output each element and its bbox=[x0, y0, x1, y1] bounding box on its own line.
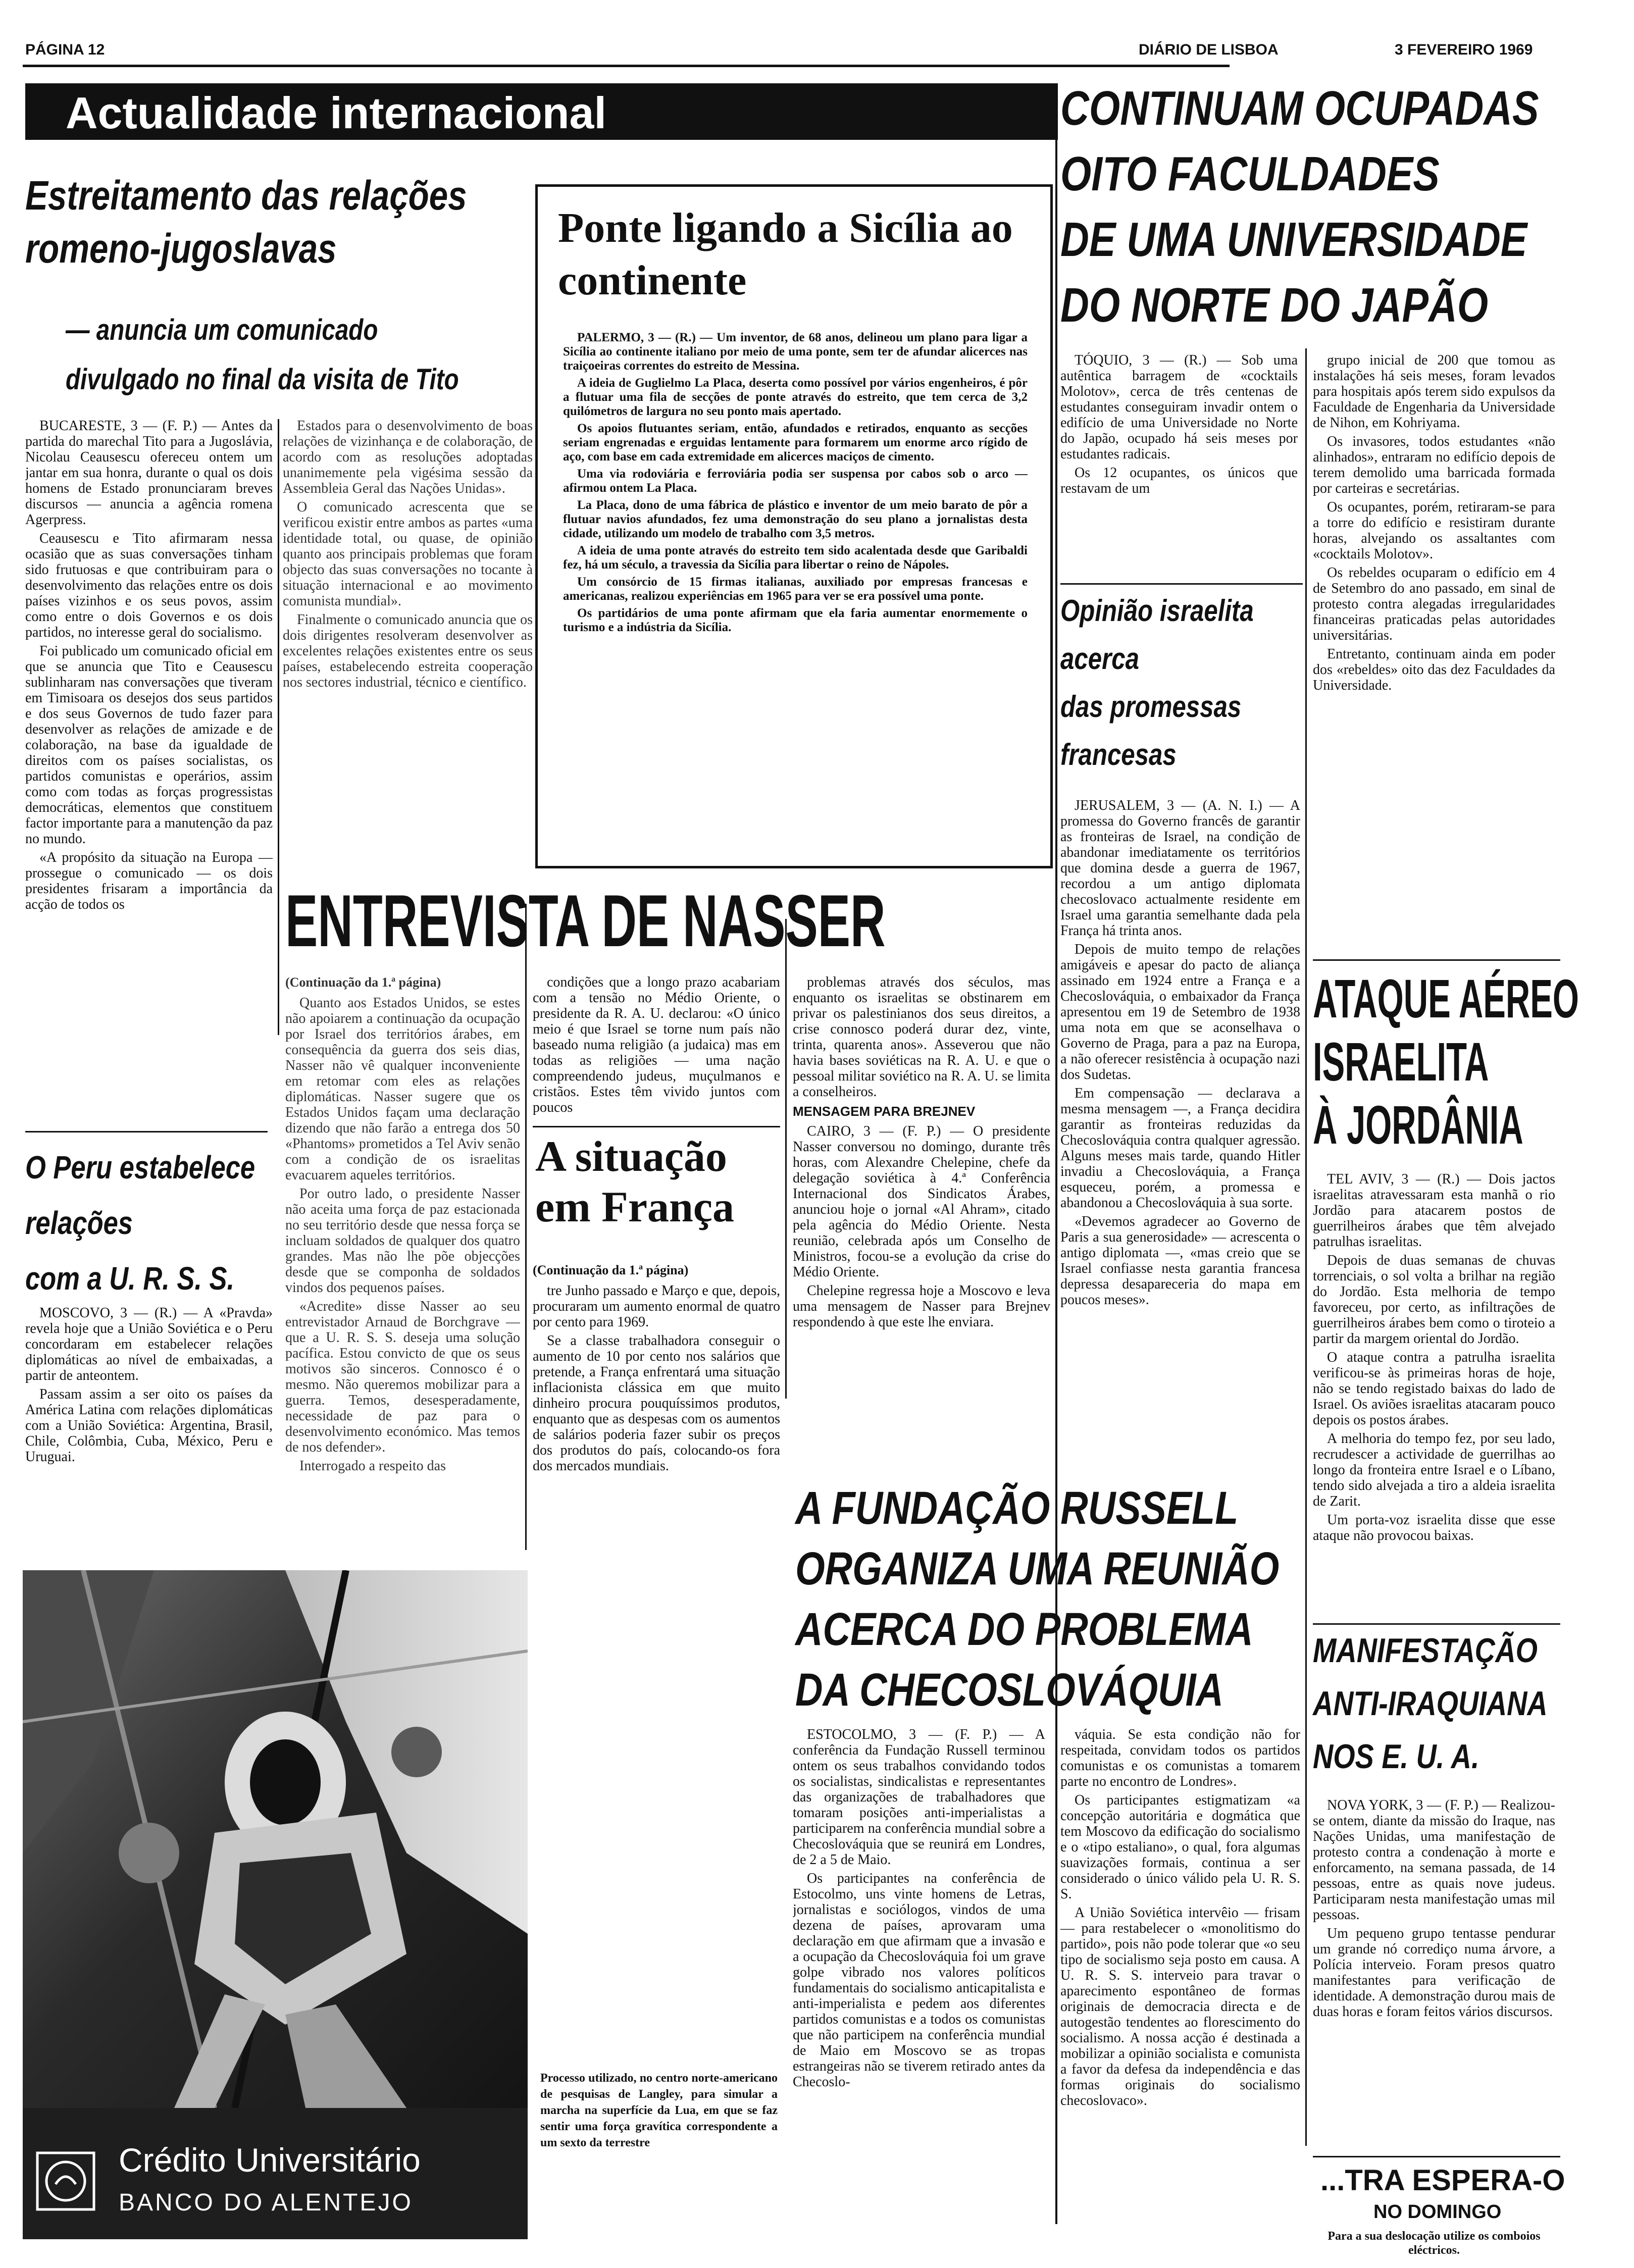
peru-headline-1: O Peru estabelece bbox=[25, 1149, 256, 1185]
peru-body: MOSCOVO, 3 — (R.) — A «Pravda» revela hoje que a União Soviética e o Peru concordaram em estabelecer relações diplomáticas ao nível de embaixadas, a partir de anteontem. Passam assim a ser oito os países da América Latina com relações diplomáticas com a União Soviética: Argentina, Brasil, Chile, Colômbia, Cuba, México, Peru e Uruguai. bbox=[25, 1305, 273, 1465]
column-rule-3 bbox=[785, 919, 787, 1399]
attack-headline-3: À JORDÂNIA bbox=[1313, 1094, 1523, 1155]
russell-headline-2: ORGANIZA UMA REUNIÃO bbox=[795, 1543, 1280, 1594]
nasser-headline: ENTREVISTA DE NASSER bbox=[285, 880, 886, 962]
russell-headline-3: ACERCA DO PROBLEMA bbox=[795, 1604, 1253, 1655]
top-rule bbox=[23, 65, 1230, 67]
attack-top-rule bbox=[1313, 959, 1560, 961]
teaser-subheadline: NO DOMINGO bbox=[1373, 2201, 1502, 2223]
section-banner bbox=[25, 83, 1058, 140]
page-number: PÁGINA 12 bbox=[25, 41, 105, 58]
opinion-headline-4: francesas bbox=[1060, 738, 1177, 771]
column-rule-1 bbox=[278, 419, 279, 1035]
japan-headline-3: DE UMA UNIVERSIDADE bbox=[1060, 213, 1527, 267]
attack-headline-1: ATAQUE AÉREO bbox=[1313, 968, 1579, 1029]
ad-bank-name: BANCO DO ALENTEJO bbox=[119, 2189, 413, 2216]
peru-top-rule bbox=[25, 1131, 268, 1132]
russell-col2: váquia. Se esta condição não for respeitada, convidam todos os partidos comunistas e os comunistas a tomarem parte no encontro de Londres». Os participantes estigmatizam «a concepção autoritária e dogmática que tem Moscovo da edificação do socialismo e o «tipo estaliano», o qual, fora algumas suavizações formais, continua a ser considerado o único válido pela U. R. S. S. A União Soviética intervêio — frisam — para restabelecer o «monolitismo do partido», pois não pode tolerar que «o seu tipo de socialismo seja posto em causa. A U. R. S. S. interveio para travar o aparecimento espontâneo de formas originais de democracia directa e de autogestão tendentes ao florescimento do socialismo. A nossa acção é destinada a mobilizar a opinião socialista e comunista a favor da defesa da independência e das formas originais do socialismo checoslovaco». bbox=[1060, 1727, 1300, 2108]
nasser-subhead: MENSAGEM PARA BREJNEV bbox=[793, 1104, 976, 1119]
japan-headline-4: DO NORTE DO JAPÃO bbox=[1060, 278, 1489, 332]
teaser-headline: ...TRA ESPERA-O bbox=[1320, 2164, 1565, 2197]
opinion-body: JERUSALEM, 3 — (A. N. I.) — A promessa do Governo francês de garantir as fronteiras de Israel, na condição de abandonar imediatamente os territórios que domina desde a guerra de 1967, recordou a um antigo diplomata checoslovaco actualmente residente em Israel uma garantia semelhante dada pela França há trinta anos. Depois de muito tempo de relações amigáveis e apesar do pacto de aliança assinado em 1924 entre a França e a Checoslováquia, o embaixador da França apresentou em 19 de Setembro de 1938 uma nota em que se aconselhava o Governo de Praga, para a paz na Europa, a não oferecer resistência à ocupação nazi dos Sudetas. Em compensação — declarava a mesma mensagem —, a França decidira garantir as fronteiras reduzidas da Checoslováquia contra qualquer agressão. Alguns meses mais tarde, quando Hitler invadiu a Checoslováquia, a França esqueceu, porém, a promessa e abandonou a Checoslováquia à sua sorte. «Devemos agradecer ao Governo de Paris a sua generosidade» — acrescenta o antigo diplomata —, «mas creio que se Israel confiasse nesta garantia francesa depressa desapareceria do mapa em poucos meses». bbox=[1060, 798, 1300, 1308]
japan-body-col2: grupo inicial de 200 que tomou as instalações há seis meses, foram levados para hospitais após terem sido expulsos da Faculdade de Engenharia da Universidade de Nihon, em Kohriyama. Os invasores, todos estudantes «não alinhados», entraram no edifício depois de terem demolido uma barricada formada por carteiras e secretárias. Os ocupantes, porém, retiraram-se para a torre do edifício e resistiram durante horas, alvejando os assaltantes com «cocktails Molotov». Os rebeldes ocuparam o edifício em 4 de Setembro do ano passado, em sinal de protesto contra alegadas irregularidades financeiras praticadas pelas autoridades universitárias. Entretanto, continuam ainda em poder dos «rebeldes» oito das dez Faculdades da Universidade. bbox=[1313, 352, 1555, 693]
issue-date: 3 FEVEREIRO 1969 bbox=[1395, 41, 1533, 58]
iraq-headline-1: MANIFESTAÇÃO bbox=[1313, 1631, 1538, 1670]
nasser-col1: (Continuação da 1.ª página) Quanto aos Estados Unidos, se estes não apoiarem a continuação da ocupação por Israel dos territórios árabes, em consequência da guerra dos seis dias, Nasser não vê qualquer inconveniente em retomar com eles as relações diplomáticas. Nasser sugere que os Estados Unidos façam uma declaração dizendo que não farão a entrega dos 50 «Phantoms» prometidos a Tel Aviv senão com a condição de os israelitas evacuarem aqueles territórios. Por outro lado, o presidente Nasser não aceita uma força de paz estacionada no seu território desde que nessa força se incluam soldados de qualquer dos quatro grandes. Mas não lhe põe objecções desde que se componha de soldados vindos dos pequenos países. «Acredite» disse Nasser ao seu entrevistador Arnaud de Borchgrave — que a U. R. S. S. deseja uma solução pacífica. Estou convicto de que os seus motivos são sinceros. Connosco é o mesmo. Não queremos mobilizar para a guerra. Temos, desesperadamente, necessidade de paz para o desenvolvimento económico. Mas temos de nos defender». Interrogado a respeito das bbox=[285, 975, 520, 1474]
ad-title: Crédito Universitário bbox=[119, 2141, 421, 2179]
romania-body-right: Estados para o desenvolvimento de boas relações de vizinhança e de colaboração, de acordo com as resoluções adoptadas unanimemente pela vigésima sessão da Assembleia Geral das Nações Unidas». O comunicado acrescenta que se verificou existir entre ambos as partes «uma identidade total, ou quase, de opinião quanto aos principais problemas que foram objecto das suas conversações no tocante à situação internacional e ao movimento comunista mundial». Finalmente o comunicado anuncia que os dois dirigentes resolveram desenvolver as excelentes relações existentes entre os seus países, estabelecendo estreita cooperação nos sectores industrial, técnico e científico. bbox=[283, 418, 533, 690]
romania-body-left: BUCARESTE, 3 — (F. P.) — Antes da partida do marechal Tito para a Jugoslávia, Nicolau Ceausescu ofereceu ontem um jantar em sua honra, durante o qual os dois homens de Estado pronunciaram breves discursos — anuncia a agência romena Agerpress. Ceausescu e Tito afirmaram nessa ocasião que as suas conversações tinham sido frutuosas e que contribuiram para o desenvolvimento das relações entre os dois países vizinhos e os seus povos, assim como entre o dois Governos e os dois partidos, no interesse geral do socialismo. Foi publicado um comunicado oficial em que se anuncia que Tito e Ceausescu sublinharam nas conversações que tiveram em Timisoara os desejos dos seus partidos e dos seus Governos de tudo fazer para desenvolver as relações de amizade e de colaboração, na base da igualdade de direitos com os países socialistas, os partidos comunistas e operários, assim como com todas as forças progressistas democráticas, elementos que constituem factor importante para a manutenção da paz no mundo. «A propósito da situação na Europa — prossegue o comunicado — os dois presidentes frisaram a importância da acção de todos os bbox=[25, 418, 273, 912]
france-top-rule bbox=[533, 1126, 780, 1127]
photo-image bbox=[23, 1570, 528, 2108]
iraq-headline-3: NOS E. U. A. bbox=[1313, 1737, 1479, 1776]
bank-logo-icon bbox=[35, 2151, 96, 2211]
peru-headline-3: com a U. R. S. S. bbox=[25, 1260, 235, 1297]
nasser-col3: problemas através dos séculos, mas enquanto os israelitas se obstinarem em privar os palestinianos dos seus direitos, a crise connosco poderá durar dez, vinte, trinta, quarenta anos». Asseverou que não havia bases soviéticas na R. A. U. e que o pessoal militar soviético na R. A. U. se limita a conselheiros. MENSAGEM PARA BREJNEV CAIRO, 3 — (F. P.) — O presidente Nasser conversou no domingo, durante três horas, com Alexandre Chelepine, chefe da delegação soviética à 4.ª Conferência Internacional dos Sindicatos Árabes, anunciou hoje o jornal «Al Ahram», citado pela agência do Médio Oriente. Nesta reunião, celebrada após um Conselho de Ministros, focou-se a evolução da crise do Médio Oriente. Chelepine regressa hoje a Moscovo e leva uma mensagem de Nasser para Brejnev respondendo à que este lhe enviara. bbox=[793, 974, 1050, 1330]
france-body: (Continuação da 1.ª página) tre Junho passado e Março e que, depois, procuraram um aumento enormal de quatro por cento para 1969. Se a classe trabalhadora conseguir o aumento de 10 por cento nos salários que pretende, a França enfrentará uma situação inflacionista clássica em que muito dinheiro procura pouquíssimos produtos, enquanto que as despesas com os aumentos de salários poderia fazer subir os preços dos produtos do país, colocando-os fora dos mercados mundiais. bbox=[533, 1263, 780, 1474]
opinion-top-rule bbox=[1060, 583, 1303, 585]
teaser-top-rule bbox=[1313, 2156, 1560, 2157]
japan-body-col1: TÓQUIO, 3 — (R.) — Sob uma autêntica barragem de «cocktails Molotov», cerca de três centenas de estudantes conseguiram invadir ontem o edifício de uma Universidade no Norte do Japão, ocupado há seis meses por estudantes radicais. Os 12 ocupantes, os únicos que restavam de um bbox=[1060, 352, 1298, 496]
opinion-headline-2: acerca bbox=[1060, 642, 1139, 676]
france-headline: A situação em França bbox=[535, 1132, 735, 1231]
russell-headline-1: A FUNDAÇÃO RUSSELL bbox=[795, 1482, 1239, 1534]
iraq-headline-2: ANTI-IRAQUIANA bbox=[1313, 1684, 1548, 1723]
sicily-headline: Ponte ligando a Sicília ao continente bbox=[558, 204, 1013, 304]
attack-body: TEL AVIV, 3 — (R.) — Dois jactos israelitas atravessaram esta manhã o rio Jordão para atacarem postos de guerrilheiros árabes que têm alvejado patrulhas israelitas. Depois de duas semanas de chuvas torrenciais, o sol volta a brilhar na região do Jordão. Esta melhoria de tempo favoreceu, por certo, as infiltrações de guerrilheiros árabes bem como o tiroteio a partir da margem oriental do Jordão. O ataque contra a patrulha israelita verificou-se às primeiras horas de hoje, não se tendo registado baixas do lado de Israel. Os aviões israelitas atacaram pouco depois os postos árabes. A melhoria do tempo fez, por seu lado, recrudescer a actividade de guerrilhas ao longo da fronteira entre Israel e o Líbano, tendo sido alvejada a tiro a aldeia israelita de Zarit. Um porta-voz israelita disse que esse ataque não provocou baixas. bbox=[1313, 1171, 1555, 1543]
iraq-body: NOVA YORK, 3 — (F. P.) — Realizou-se ontem, diante da missão do Iraque, nas Nações Unidas, uma manifestação de protesto contra a condenação à morte e enforcamento, na semana passada, de 14 pessoas, entre as quais nove judeus. Participaram nesta manifestação umas mil pessoas. Um pequeno grupo tentasse pendurar um grande nó corrediço numa árvore, a Polícia interveio. Foram presos quatro manifestantes para verificação de identidade. A demonstração durou mais de duas horas e foram feitos vários discursos. bbox=[1313, 1797, 1555, 2020]
attack-headline-2: ISRAELITA bbox=[1313, 1031, 1489, 1092]
russell-headline-4: DA CHECOSLOVÁQUIA bbox=[795, 1664, 1224, 1716]
romania-headline: Estreitamento das relações romeno-jugoslavas bbox=[25, 173, 467, 272]
column-rule-2 bbox=[525, 904, 527, 1550]
photo-caption: Processo utilizado, no centro norte-americano de pesquisas de Langley, para simular a marcha na superfície da Lua, em que se faz sentir uma força gravítica correspondente a um sexto da terrestre bbox=[540, 2072, 778, 2149]
russell-col1: ESTOCOLMO, 3 — (F. P.) — A conferência da Fundação Russell terminou ontem os seus trabalhos convidando todos os socialistas, sindicalistas e representantes das organizações de trabalhadores que tomaram posições anti-imperialistas a participarem na conferência mundial sobre a Checoslováquia que se reunirá em Londres, de 2 a 5 de Maio. Os participantes na conferência de Estocolmo, uns vinte homens de Letras, jornalistas e sociólogos, vindos de uma dezena de países, aprovaram uma declaração em que afirmam que a invasão e a ocupação da Checoslováquia foi um grave golpe vibrado nos valores políticos fundamentais do socialismo anticapitalista e anti-imperialista e pedem aos diferentes partidos comunistas e a todos os comunistas que não participem na conferência mundial de Maio em Moscovo se as tropas estrangeiras não se tiverem retirado antes da Checoslo- bbox=[793, 1727, 1045, 2090]
opinion-headline-3: das promessas bbox=[1060, 690, 1242, 724]
lunar-walk-photo bbox=[23, 1570, 528, 2108]
japan-headline-2: OITO FACULDADES bbox=[1060, 147, 1440, 201]
peru-headline-2: relações bbox=[25, 1205, 133, 1241]
sicily-body: PALERMO, 3 — (R.) — Um inventor, de 68 anos, delineou um plano para ligar a Sicília ao continente italiano por meio de uma ponte, sem ter de afundar alicerces nas traiçoeiras correntes do estreito de Messina. A ideia de Guglielmo La Placa, deserta como possível por vários engenheiros, é pôr a flutuar uma fila de secções de ponte através do estreito, que tem cerca de 3,2 quilómetros de largura no seu ponto mais apertado. Os apoios flutuantes seriam, então, afundados e retirados, enquanto as secções seriam engrenadas e erguidas lentamente para formarem um enorme arco rígido de aço, com base em cada extremidade em alicerces maciços de cimento. Uma via rodoviária e ferroviária podia ser suspensa por cabos sob o arco — afirmou ontem La Placa. La Placa, dono de uma fábrica de plástico e inventor de um meio barato de pôr a flutuar navios afundados, fez uma demonstração do seu plano a jornalistas desta cidade, utilizando um modelo de trabalho com 3,5 metros. A ideia de uma ponte através do estreito tem sido acalentada desde que Garibaldi fez, há um século, a travessia da Sicília para libertar o reino de Nápoles. Um consórcio de 15 firmas italianas, auxiliado por empresas francesas e americanas, realizou experiências em 1965 para ver se era possível uma ponte. Os partidários de uma ponte afirmam que ela faria aumentar enormemente o turismo e a indústria da Sicília. bbox=[563, 331, 1028, 634]
section-banner-text: Actualidade internacional bbox=[66, 88, 606, 138]
column-rule-4 bbox=[1055, 83, 1057, 2224]
teaser-text: Para a sua deslocação utilize os comboios eléctricos. bbox=[1327, 2230, 1541, 2257]
japan-headline-1: CONTINUAM OCUPADAS bbox=[1060, 81, 1539, 135]
nasser-col2: condições que a longo prazo acabariam com a tensão no Médio Oriente, o presidente da R. A. U. declarou: «O único meio é que Israel se torne num país não baseado numa religião (a judaica) mas em todas as religiões — uma nação compreendendo judeus, muçulmanos e cristãos. Estes têm vivido juntos com poucos bbox=[533, 974, 780, 1115]
romania-deck: — anuncia um comunicado divulgado no final da visita de Tito bbox=[66, 314, 459, 396]
iraq-top-rule bbox=[1313, 1623, 1560, 1625]
opinion-headline-1: Opinião israelita bbox=[1060, 594, 1254, 628]
column-rule-5 bbox=[1305, 348, 1307, 2146]
sicily-box bbox=[535, 184, 1053, 868]
bank-ad bbox=[23, 2108, 528, 2239]
newspaper-name: DIÁRIO DE LISBOA bbox=[1139, 41, 1279, 58]
